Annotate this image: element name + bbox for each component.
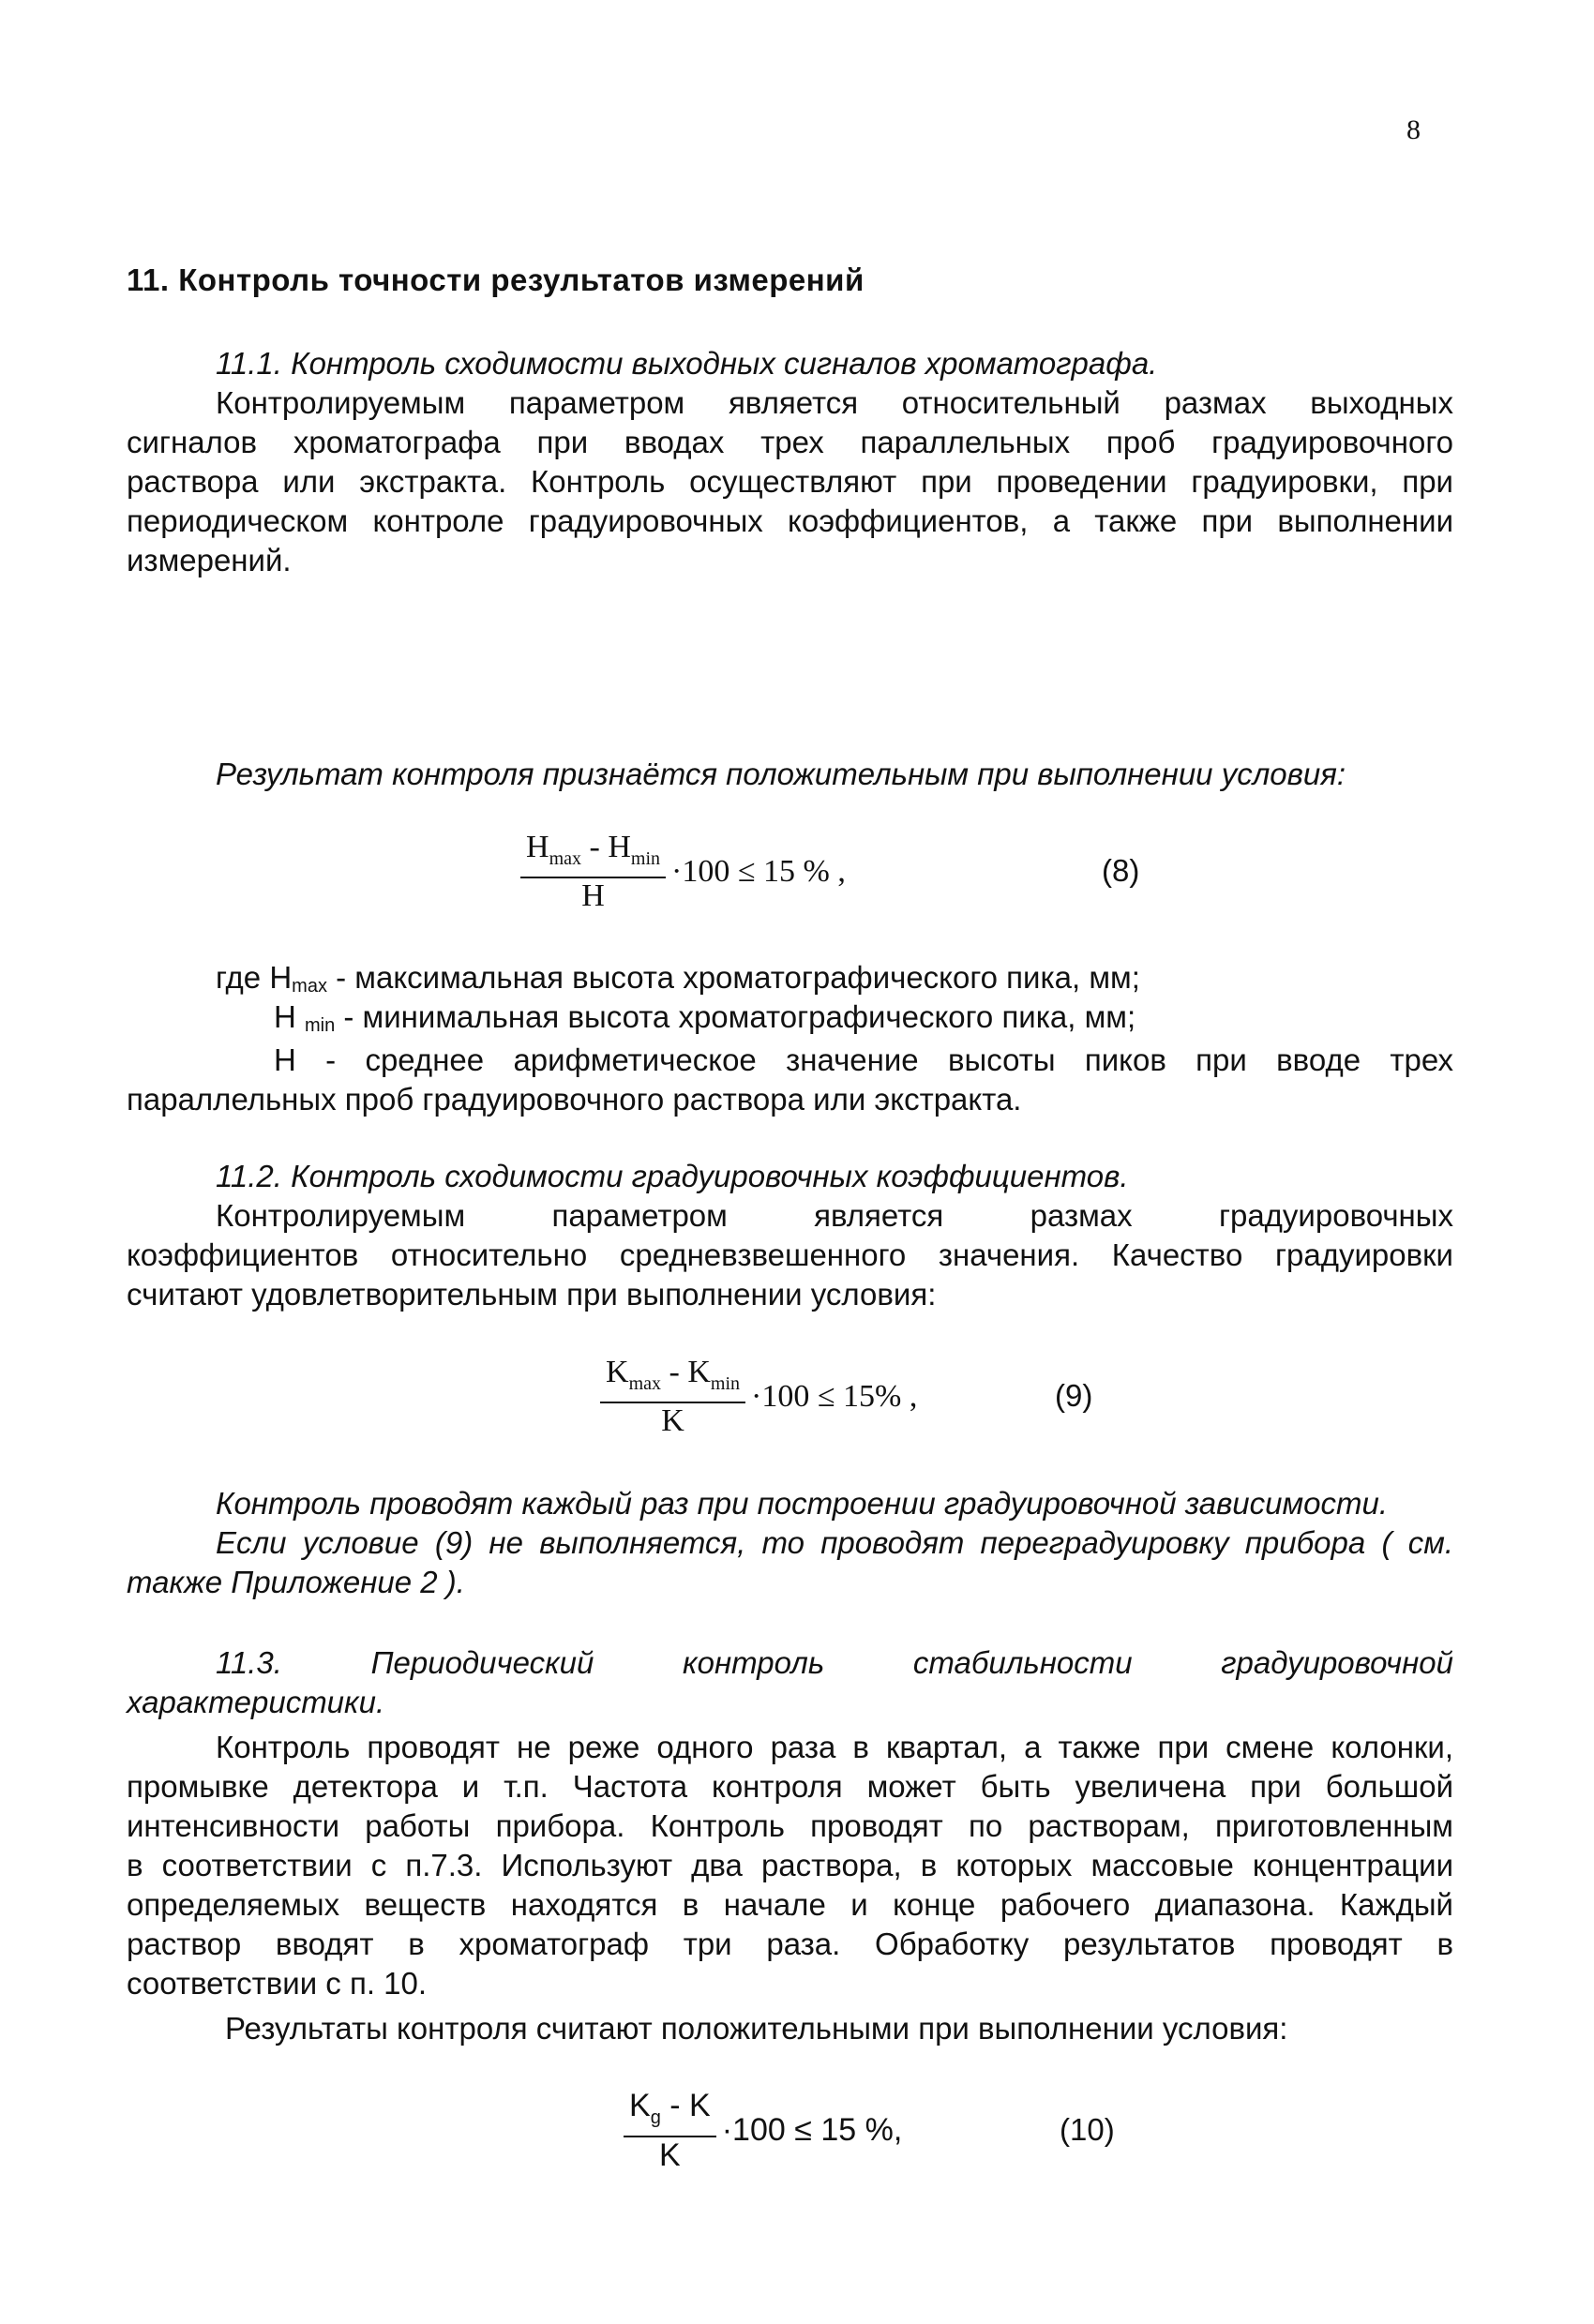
definition-hmax: где $H_{max}$ - максимальная высота хроматографического пика, мм; <box>216 960 1140 997</box>
paragraph-line: также Приложение 2 ). <box>127 1565 465 1599</box>
definition-hmean-cont: параллельных проб градуировочного раствора или экстракта. <box>127 1082 1022 1117</box>
equation-label-9: (9) <box>1055 1378 1093 1413</box>
paragraph-line: Контроль проводят не реже одного раза в квартал, а также при смене колонки, <box>216 1730 1453 1764</box>
formula-10: $\frac{K_g - K}{K}$ ·100 ≤ 15 %, <box>624 2088 902 2173</box>
subsection-title-11-2: 11.2. Контроль сходимости градуировочных коэффициентов. <box>216 1159 1129 1193</box>
paragraph-line: соответствии с п. 10. <box>127 1966 428 2001</box>
paragraph-line: коэффициентов относительно средневзвешенного значения. Качество градуировки <box>127 1237 1453 1272</box>
condition-text: Результат контроля признаётся положительным при выполнении условия: <box>216 757 1346 791</box>
section-heading: 11. Контроль точности результатов измерений <box>127 262 865 297</box>
formula-9: $\frac{K_{max} - K_{min}}{K}$ ·100 ≤ 15% , <box>600 1355 917 1439</box>
subsection-title-11-3-cont: характеристики. <box>127 1685 385 1719</box>
paragraph-line: Контролируемым параметром является относительный размах выходных <box>216 385 1453 420</box>
condition-text: Результаты контроля считают положительными при выполнении условия: <box>225 2011 1288 2046</box>
definition-hmin: H $_{min}$ - минимальная высота хроматографического пика, мм; <box>274 999 1136 1036</box>
paragraph-line: Если условие (9) не выполняется, то проводят переградуировку прибора ( см. <box>216 1525 1453 1560</box>
page-number: 8 <box>1406 114 1421 145</box>
equation-label-10: (10) <box>1060 2112 1115 2147</box>
paragraph-line: измерений. <box>127 543 292 577</box>
paragraph-line: раствор вводят в хроматограф три раза. Обработку результатов проводят в <box>127 1927 1453 1961</box>
paragraph-line: периодическом контроле градуировочных коэффициентов, а также при выполнении <box>127 503 1453 538</box>
paragraph-line: в соответствии с п.7.3. Используют два раствора, в которых массовые концентрации <box>127 1848 1453 1882</box>
subsection-title-11-3: 11.3. Периодический контроль стабильности градуировочной <box>216 1645 1453 1680</box>
paragraph-line: промывке детектора и т.п. Частота контроля может быть увеличена при большой <box>127 1769 1453 1804</box>
paragraph-line: раствора или экстракта. Контроль осуществляют при проведении градуировки, при <box>127 464 1453 499</box>
paragraph-line: интенсивности работы прибора. Контроль проводят по растворам, приготовленным <box>127 1808 1453 1843</box>
paragraph-line: сигналов хроматографа при вводах трех параллельных проб градуировочного <box>127 425 1453 459</box>
definition-hmean: H - среднее арифметическое значение высоты пиков при вводе трех <box>274 1042 1453 1077</box>
paragraph-line: Контроль проводят каждый раз при построении градуировочной зависимости. <box>216 1486 1389 1521</box>
formula-8: $\frac{H_{max} - H_{min}}{H}$ ·100 ≤ 15 % , <box>520 830 846 914</box>
paragraph-line: определяемых веществ находятся в начале и конце рабочего диапазона. Каждый <box>127 1887 1453 1922</box>
paragraph-line: считают удовлетворительным при выполнении условия: <box>127 1277 937 1312</box>
paragraph-line: Контролируемым параметром является размах градуировочных <box>216 1198 1453 1233</box>
equation-label-8: (8) <box>1102 853 1140 888</box>
subsection-title-11-1: 11.1. Контроль сходимости выходных сигналов хроматографа. <box>216 346 1158 381</box>
